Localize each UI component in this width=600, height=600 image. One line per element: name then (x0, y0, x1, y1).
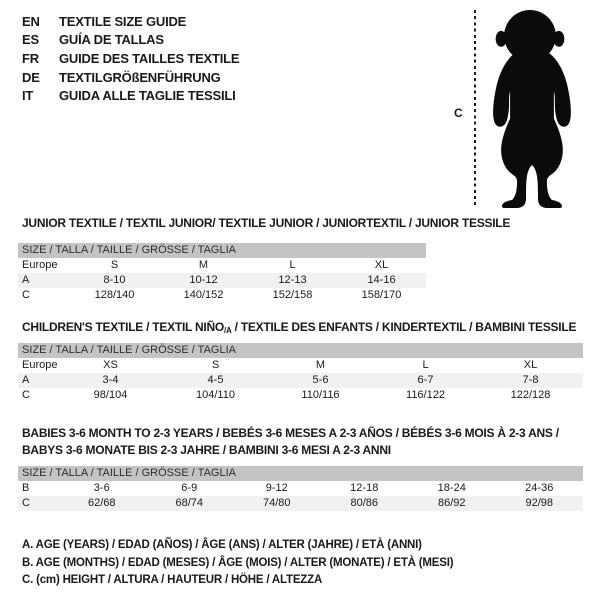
language-row (22, 86, 239, 105)
value-cell: 12-18 (350, 482, 379, 494)
section-title-junior: JUNIOR TEXTILE / TEXTIL JUNIOR/ TEXTILE JUNIOR / JUNIORTEXTIL / JUNIOR TESSILE (22, 216, 511, 230)
value-cell: 4-5 (163, 373, 268, 388)
title-text: CHILDREN'S TEXTILE / TEXTIL NIÑO (22, 320, 224, 334)
value-cell: 6-7 (373, 373, 478, 388)
size-header-bar (18, 466, 583, 481)
value-cell: 92/98 (496, 496, 584, 511)
guide-title: TEXTILE SIZE GUIDE (59, 13, 187, 29)
size-cell: S (211, 359, 220, 371)
value-cell: 18-24 (437, 482, 466, 494)
size-cell: XL (523, 359, 538, 371)
table-row-c (18, 496, 583, 511)
height-measure-line (474, 10, 476, 206)
size-cell: L (422, 359, 429, 371)
title-line-1: BABIES 3-6 MONTH TO 2-3 YEARS / BEBÉS 3-6 MESES A 2-3 AÑOS / BÉBÉS 3-6 MOIS À 2-3 ANS / (22, 426, 559, 440)
footnote-b: B. AGE (MONTHS) / EDAD (MESES) / ÂGE (MOIS) / ALTER (MONATE) / ETÀ (MESI) (22, 556, 454, 569)
value-cell: 7-8 (478, 373, 583, 388)
value-cell: 3-4 (58, 373, 163, 388)
row-label: A (18, 273, 70, 288)
size-header-bar (18, 243, 426, 258)
language-title-list (22, 12, 239, 105)
title-line-2: BABYS 3-6 MONATE BIS 2-3 JAHRE / BAMBINI 3-6 MESI A 2-3 ANNI (22, 443, 391, 457)
value-cell: 140/152 (183, 289, 224, 301)
language-code: DE (22, 69, 40, 85)
table-row-a (18, 373, 583, 388)
value-cell: 110/116 (301, 389, 340, 401)
row-label: B (22, 482, 30, 494)
size-cell: L (289, 259, 296, 271)
size-cell: M (315, 359, 326, 371)
value-cell: 158/170 (361, 289, 402, 301)
row-label: C (22, 289, 30, 301)
row-label: C (22, 389, 30, 401)
table-row-c (18, 288, 426, 303)
babies-size-table (18, 466, 583, 511)
value-cell: 128/140 (94, 289, 135, 301)
size-header-label: SIZE / TALLA / TAILLE / GRÖSSE / TAGLIA (18, 243, 426, 258)
value-cell: 24-36 (525, 482, 554, 494)
value-cell: 104/110 (196, 389, 235, 401)
value-cell: 152/158 (272, 289, 313, 301)
row-label: A (18, 373, 58, 388)
value-cell: 116/122 (406, 389, 445, 401)
guide-title: GUIDA ALLE TAGLIE TESSILI (59, 88, 236, 104)
guide-title: GUIDE DES TAILLES TEXTILE (59, 50, 240, 66)
value-cell: 68/74 (146, 496, 234, 511)
size-cell: S (110, 259, 119, 271)
table-row-b (18, 481, 583, 496)
size-header-bar (18, 343, 583, 358)
baby-silhouette-icon (481, 9, 577, 208)
size-header-label: SIZE / TALLA / TAILLE / GRÖSSE / TAGLIA (18, 343, 583, 358)
row-label: Europe (22, 259, 58, 271)
language-row (22, 49, 239, 68)
footnote-c: C. (cm) HEIGHT / ALTURA / HAUTEUR / HÖHE / ALTEZZA (22, 574, 323, 586)
footnote-a: A. AGE (YEARS) / EDAD (AÑOS) / ÂGE (ANS) / ALTER (JAHRE) / ETÀ (ANNI) (22, 539, 422, 551)
children-size-table (18, 343, 583, 403)
row-label: Europe (22, 359, 58, 371)
language-code: EN (22, 13, 40, 29)
baby-figure (450, 9, 585, 209)
footnote-legend (22, 537, 453, 590)
title-text: / TEXTILE DES ENFANTS / KINDERTEXTIL / BAMBINI TESSILE (231, 320, 577, 334)
table-row-europe (18, 258, 426, 273)
value-cell: 5-6 (268, 373, 373, 388)
language-code: IT (22, 88, 34, 104)
size-cell: XS (103, 359, 118, 371)
language-code: FR (22, 50, 39, 66)
table-row-europe (18, 358, 583, 373)
section-title-children (22, 320, 576, 335)
guide-title: GUÍA DE TALLAS (59, 32, 164, 48)
size-cell: M (198, 259, 209, 271)
language-code: ES (22, 32, 39, 48)
guide-title: TEXTILGRÖßENFÜHRUNG (59, 69, 221, 85)
value-cell: 8-10 (70, 273, 159, 288)
value-cell: 122/128 (510, 389, 551, 401)
value-cell: 74/80 (233, 496, 321, 511)
language-row (22, 31, 239, 50)
value-cell: 6-9 (181, 482, 198, 494)
value-cell: 10-12 (159, 273, 248, 288)
size-header-label: SIZE / TALLA / TAILLE / GRÖSSE / TAGLIA (18, 466, 583, 481)
row-label: C (18, 496, 58, 511)
value-cell: 14-16 (337, 273, 426, 288)
measure-label-c: C (454, 106, 463, 120)
value-cell: 12-13 (248, 273, 337, 288)
value-cell: 3-6 (93, 482, 110, 494)
value-cell: 62/68 (58, 496, 146, 511)
table-row-a (18, 273, 426, 288)
language-row (22, 68, 239, 87)
table-row-c (18, 388, 583, 403)
value-cell: 80/86 (321, 496, 409, 511)
value-cell: 86/92 (408, 496, 496, 511)
title-subscript: /A (223, 326, 232, 335)
junior-size-table (18, 243, 426, 303)
size-cell: XL (374, 259, 389, 271)
language-row (22, 12, 239, 31)
value-cell: 9-12 (265, 482, 288, 494)
section-title-babies (22, 425, 559, 459)
value-cell: 98/104 (93, 389, 128, 401)
